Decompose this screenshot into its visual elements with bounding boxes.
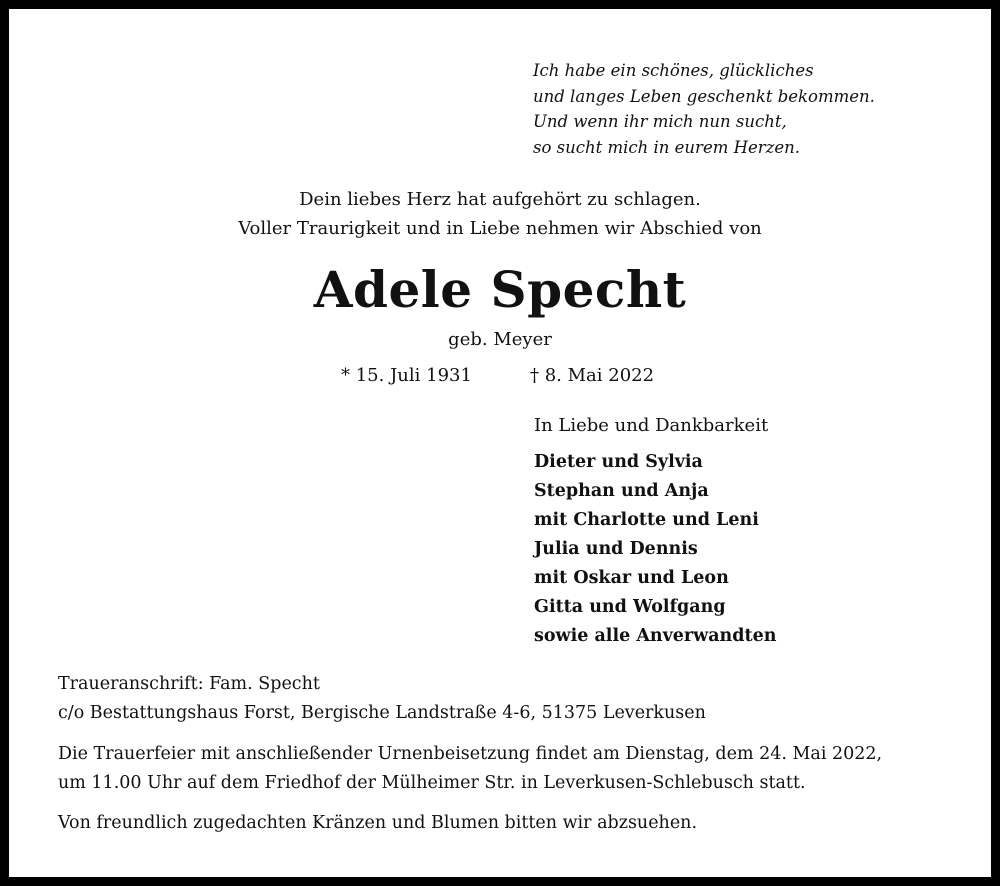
- mourner-name: Gitta und Wolfgang: [534, 597, 726, 617]
- flowers-note: Von freundlich zugedachten Kränzen und Blumen bitten wir abzsuehen.: [58, 813, 698, 833]
- ceremony-line: Die Trauerfeier mit anschließender Urnenbeisetzung findet am Dienstag, dem 24. Mai 2022,: [58, 744, 883, 764]
- intro-text: [0, 185, 1000, 243]
- mourner-name: Dieter und Sylvia: [534, 452, 703, 472]
- mourners-intro: In Liebe und Dankbarkeit: [534, 415, 769, 436]
- poem-line: Und wenn ihr mich nun sucht,: [533, 112, 787, 131]
- death-date: † 8. Mai 2022: [530, 365, 655, 386]
- ceremony-info: [58, 740, 882, 798]
- deceased-name: Adele Specht: [313, 260, 687, 319]
- intro-line: Dein liebes Herz hat aufgehört zu schlagen.: [299, 189, 701, 210]
- birth-name: geb. Meyer: [448, 329, 552, 350]
- poem-line: und langes Leben geschenkt bekommen.: [533, 86, 875, 106]
- poem-line: Ich habe ein schönes, glückliches: [533, 61, 814, 80]
- mourning-address: [58, 670, 706, 728]
- address-line: Traueranschrift: Fam. Specht: [58, 674, 320, 694]
- ceremony-line: um 11.00 Uhr auf dem Friedhof der Mülheimer Str. in Leverkusen-Schlebusch statt.: [58, 773, 806, 793]
- birth-date: * 15. Juli 1931: [341, 365, 472, 386]
- address-line: c/o Bestattungshaus Forst, Bergische Landstraße 4-6, 51375 Leverkusen: [58, 703, 706, 723]
- mourner-name: mit Charlotte und Leni: [534, 510, 759, 530]
- poem-line: so sucht mich in eurem Herzen.: [533, 137, 800, 157]
- mourner-name: sowie alle Anverwandten: [534, 626, 777, 646]
- mourner-name: Stephan und Anja: [534, 481, 709, 501]
- mourner-name: Julia und Dennis: [534, 539, 698, 559]
- mourners-list: [534, 448, 776, 651]
- mourner-name: mit Oskar und Leon: [534, 568, 729, 588]
- intro-line: Voller Traurigkeit und in Liebe nehmen wir Abschied von: [238, 218, 762, 239]
- poem: [533, 58, 875, 160]
